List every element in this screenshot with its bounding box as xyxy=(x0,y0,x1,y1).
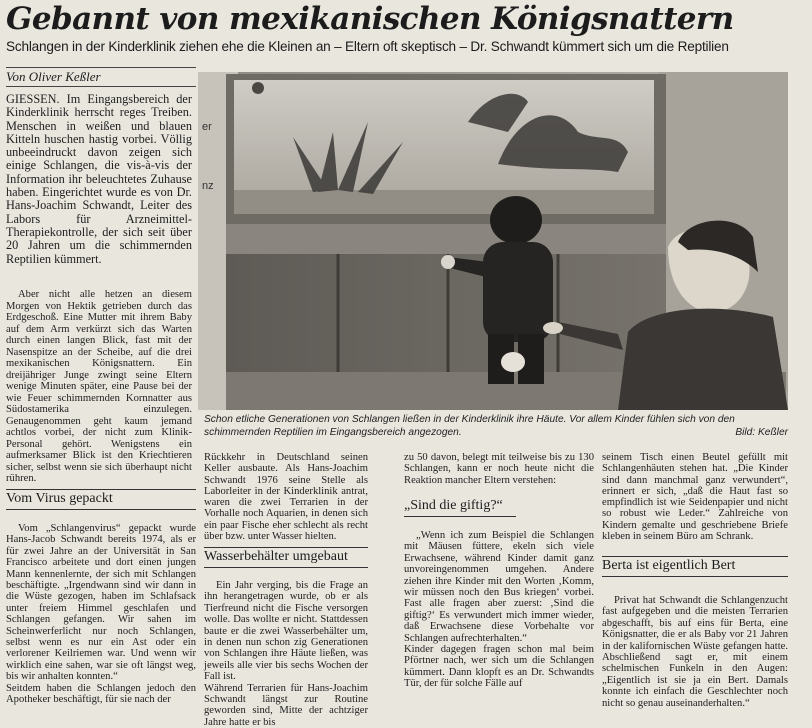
photo-credit: Bild: Keßler xyxy=(735,426,788,438)
edge-fragment: er xyxy=(202,121,212,133)
paragraph: seinem Tisch einen Beutel gefüllt mit Schlangenhäuten stehen hat. „Die Kinder sind dann manchmal ganz verwundert“, erinnert er sich, „daß die Haut fast so empfindlich ist wie Seidenpapier und nicht so robust wie Leder.“ Zahlreiche von Kindern gemalte und geschriebene Briefe kleben in seinem Büro am Schrank. xyxy=(602,452,788,543)
body-column-4 xyxy=(602,452,788,542)
lead-paragraph xyxy=(6,93,192,283)
body-column-2 xyxy=(204,452,368,543)
paragraph: GIESSEN. Im Eingangsbereich der Kinderklinik herrscht reges Treiben. Menschen in weißen und blauen Kitteln huschen hastig vorbei. Völlig unbeeindruckt davon zeigen sich einige Schlangen, die vis-à-vis der Information ihr beleuchtetes Zuhause haben. Eingerichtet wurde es von Dr. Hans-Joachim Schwandt, Leiter des Labors für Arzneimittel-Therapiekontrolle, der sich seit über 20 Jahren um die schimmernden Reptilien kümmert. xyxy=(6,92,192,266)
caption-text: Schon etliche Generationen von Schlangen ließen in der Kinderklinik ihre Häute. Vor allem Kinder fühlen sich von den schimmernden Reptilien im Eingangsbereich angezogen. xyxy=(204,414,735,438)
paragraph: „Wenn ich zum Beispiel die Schlangen mit Mäusen füttere, ekeln sich viele Erwachsene, während Kinder damit ganz unvoreingenommen umgehen. Andere ziehen ihre Kinder mit den Worten ‚Komm, wir müssen noch den Bus kriegen‘ vorbei. Fast alle fragen aber zuerst: ‚Sind die giftig?‘ Es verwundert mich immer wieder, daß Erwachsene diese Vorbehalte vor Schlangen aufrechterhalten.“ xyxy=(404,530,594,644)
paragraph: Seitdem haben die Schlangen jedoch den Apotheker beschäftigt, für sie nach der xyxy=(6,682,196,706)
body-column-3-lower xyxy=(404,530,594,718)
byline: Von Oliver Keßler xyxy=(6,67,196,87)
paragraph: Kinder dagegen fragen schon mal beim Pförtner nach, wer sich um die Schlangen kümmert. Dann klopft es an Dr. Schwandts Tür, der für solche Fälle auf xyxy=(404,644,594,690)
edge-fragment: nz xyxy=(202,180,214,192)
section-heading: „Sind die giftig?“ xyxy=(404,497,516,517)
paragraph: Vom „Schlangenvirus“ gepackt wurde Hans-Jacob Schwandt bereits 1974, als er für zwei Jahre an der Universität in San Francisco arbeitete und dort einen jungen Mann kennenlernte, der sich mit Schlangen beschäftigte. „Irgendwann sind wir dann in die Wüste gezogen, haben im Schlafsack unter freiem Himmel geschlafen und Schlangen gefangen. Wir sahen im Scheinwerferlicht nur noch Schlangen, selbst wenn es nur ein Ast oder ein verlorener Keilriemen war. Und wenn wir wirklich eine sahen, war sie oft längst weg, bis wir anhalten konnten.“ xyxy=(6,523,196,683)
body-column-3 xyxy=(404,452,594,492)
paragraph: zu 50 davon, belegt mit teilweise bis zu 130 Schlangen, kann er noch heute nicht die Reaktion mancher Eltern verstehen: xyxy=(404,452,594,486)
paragraph: Ein Jahr verging, bis die Frage an ihn herangetragen wurde, ob er als Tierfreund nicht die Fische versorgen wolle. Das wollte er nicht. Stattdessen baute er die zwei Wasserbehälter um, in denen nun schon zig Generationen von Schlangen ihre Häute ließen, was jeweils alle vier bis sechs Wochen der Fall ist. xyxy=(204,580,368,683)
photo-terrarium xyxy=(198,72,788,410)
photo-illustration xyxy=(198,72,788,410)
body-column-1 xyxy=(6,289,192,484)
section-heading: Vom Virus gepackt xyxy=(6,489,196,510)
paragraph: Aber nicht alle hetzen an diesem Morgen von Hektik getrieben durch das Erdgeschoß. Eine Mutter mit ihrem Baby auf dem Arm verkürzt sich das Warten durch einen langen Blick, fast mit der Nasenspitze an der Scheibe, auf die drei mexikanischen Königsnattern. Ein dreijähriger Junge zwingt seine Eltern wenige Minuten später, eine Pause bei der wie Feuer schimmernden Kornnatter aus Südostamerika einzulegen. Genaugenommen geht kaum jemand achtlos vorbei, der nicht zum Klinik-Personal gehört. Wenigstens ein aufmerksamer Blick ist den Kriechtieren sicher, selbst wenn sie sich überhaupt nicht rühren. xyxy=(6,289,192,484)
body-column-4-lower xyxy=(602,595,788,718)
body-column-2-lower xyxy=(204,580,368,728)
subheadline: Schlangen in der Kinderklinik ziehen ehe die Kleinen an – Eltern oft skeptisch – Dr. Schwandt kümmert sich um die Reptilien xyxy=(6,39,729,54)
headline: Gebannt von mexikanischen Königsnattern xyxy=(6,1,734,37)
section-heading: Berta ist eigentlich Bert xyxy=(602,556,788,577)
photo-caption xyxy=(204,414,788,439)
paragraph: Rückkehr in Deutschland seinen Keller ausbaute. Als Hans-Joachim Schwandt 1976 seine Stelle als Laborleiter in der Kinderklinik antrat, waren die zwei Terrarien in der Vorhalle noch Aquarien, in denen sich ein paar Fische eher schlecht als recht über bzw. unter Wasser hielten. xyxy=(204,452,368,543)
section-heading: Wasserbehälter umgebaut xyxy=(204,547,368,568)
paragraph: Privat hat Schwandt die Schlangenzucht fast aufgegeben und die meisten Terrarien abgeschafft, bis auf eins für Berta, eine Königsnatter, die er als Baby vor 21 Jahren in der kalifornischen Wüste gefangen hatte. Abschließend sagt er, mit einem schelmischen Funkeln in den Augen: „Eigentlich ist sie ja ein Bert. Damals konnte ich einfach die Geschlechter noch nicht so genau auseinanderhalten.“ xyxy=(602,595,788,709)
body-column-1-lower xyxy=(6,523,196,718)
paragraph: Während Terrarien für Hans-Joachim Schwandt längst zur Routine geworden sind, Mitte der achtziger Jahre hatte er bis xyxy=(204,682,368,728)
